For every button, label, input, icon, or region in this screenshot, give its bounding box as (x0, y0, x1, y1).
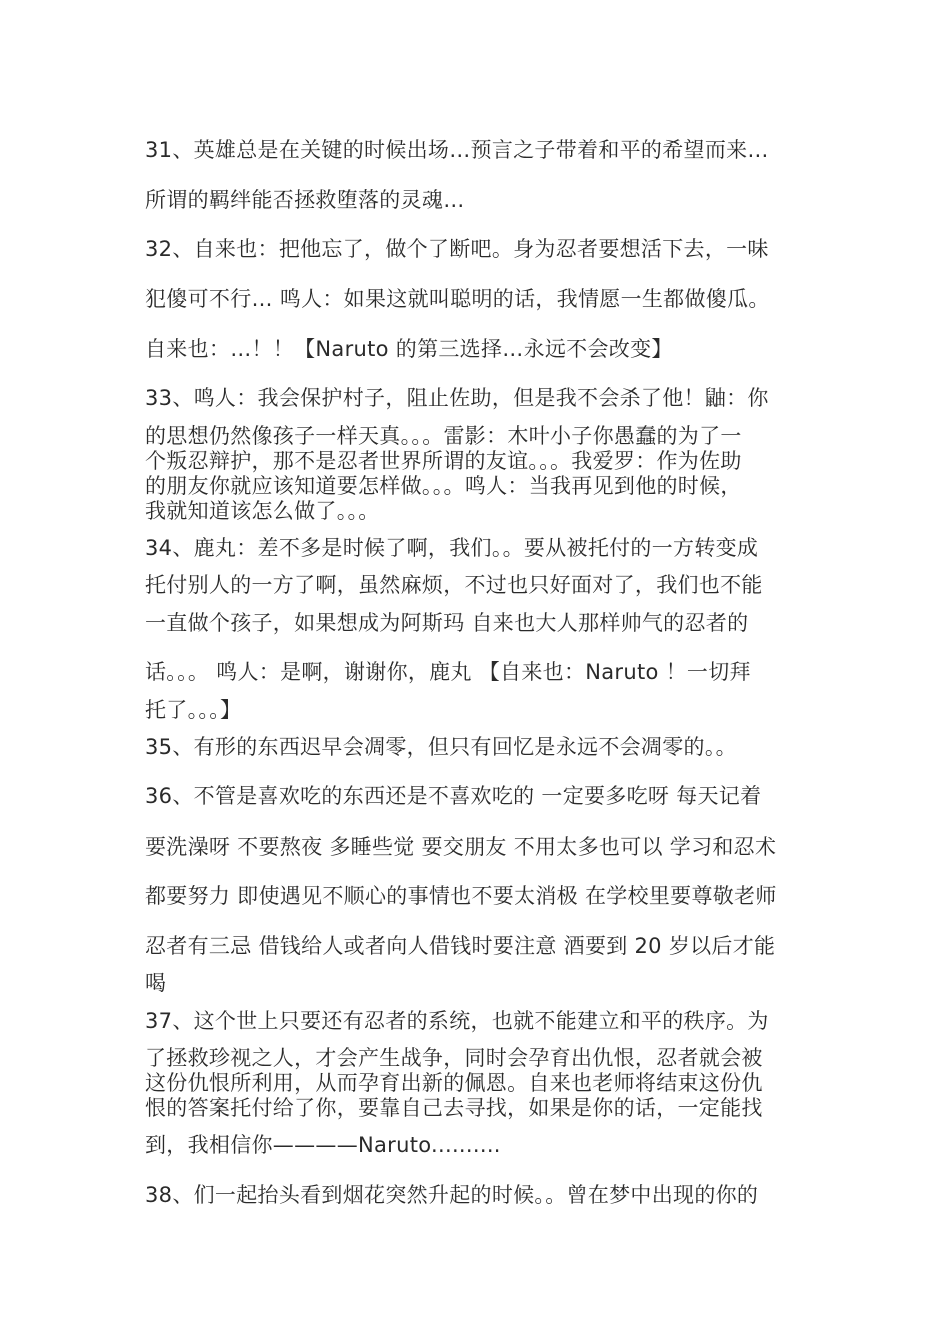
text-line: 忍者有三忌 借钱给人或者向人借钱时要注意 酒要到 20 岁以后才能 (145, 934, 776, 958)
text-line: 的思想仍然像孩子一样天真。。。雷影：木叶小子你愚蠢的为了一 (145, 424, 742, 448)
text-line: 恨的答案托付给了你，要靠自己去寻找，如果是你的话，一定能找 (145, 1096, 763, 1120)
text-line: 托付别人的一方了啊，虽然麻烦，不过也只好面对了，我们也不能 (145, 573, 763, 597)
text-line: 犯傻可不行… 鸣人：如果这就叫聪明的话，我情愿一生都做傻瓜。 (145, 287, 770, 311)
text-line: 要洗澡呀 不要熬夜 多睡些觉 要交朋友 不用太多也可以 学习和忍术 (145, 835, 777, 859)
text-line: 喝 (145, 971, 167, 995)
text-line: 33、鸣人：我会保护村子，阻止佐助，但是我不会杀了他！鼬：你 (145, 386, 769, 410)
text-line: 所谓的羁绊能否拯救堕落的灵魂… (145, 188, 465, 212)
text-line: 到，我相信你————Naruto.......... (145, 1133, 501, 1157)
text-line: 37、这个世上只要还有忍者的系统，也就不能建立和平的秩序。为 (145, 1009, 769, 1033)
text-line: 38、们一起抬头看到烟花突然升起的时候。。曾在梦中出现的你的 (145, 1183, 759, 1207)
text-line: 这份仇恨所利用，从而孕育出新的佩恩。自来也老师将结束这份仇 (145, 1071, 763, 1095)
text-line: 我就知道该怎么做了。。。 (145, 499, 380, 523)
text-line: 个叛忍辩护，那不是忍者世界所谓的友谊。。。我爱罗：作为佐助 (145, 449, 742, 473)
text-line: 话。。。 鸣人：是啊，谢谢你，鹿丸 【自来也：Naruto ！一切拜 (145, 660, 751, 684)
text-line: 32、自来也：把他忘了，做个了断吧。身为忍者要想活下去，一味 (145, 237, 769, 261)
text-line: 托了。。。】 (145, 698, 242, 722)
text-line: 了拯救珍视之人，才会产生战争，同时会孕育出仇恨，忍者就会被 (145, 1046, 763, 1070)
text-line: 35、有形的东西迟早会凋零，但只有回忆是永远不会凋零的。。 (145, 735, 737, 759)
text-line: 31、英雄总是在关键的时候出场…预言之子带着和平的希望而来… (145, 138, 769, 162)
text-line: 都要努力 即使遇见不顺心的事情也不要太消极 在学校里要尊敬老师 (145, 884, 777, 908)
text-line: 自来也：…！！【Naruto 的第三选择…永远不会改变】 (145, 337, 673, 361)
text-line: 36、不管是喜欢吃的东西还是不喜欢吃的 一定要多吃呀 每天记着 (145, 784, 762, 808)
text-line: 34、鹿丸：差不多是时候了啊，我们。。要从被托付的一方转变成 (145, 536, 759, 560)
text-line: 的朋友你就应该知道要怎样做。。。鸣人：当我再见到他的时候， (145, 474, 742, 498)
text-line: 一直做个孩子，如果想成为阿斯玛 自来也大人那样帅气的忍者的 (145, 611, 749, 635)
